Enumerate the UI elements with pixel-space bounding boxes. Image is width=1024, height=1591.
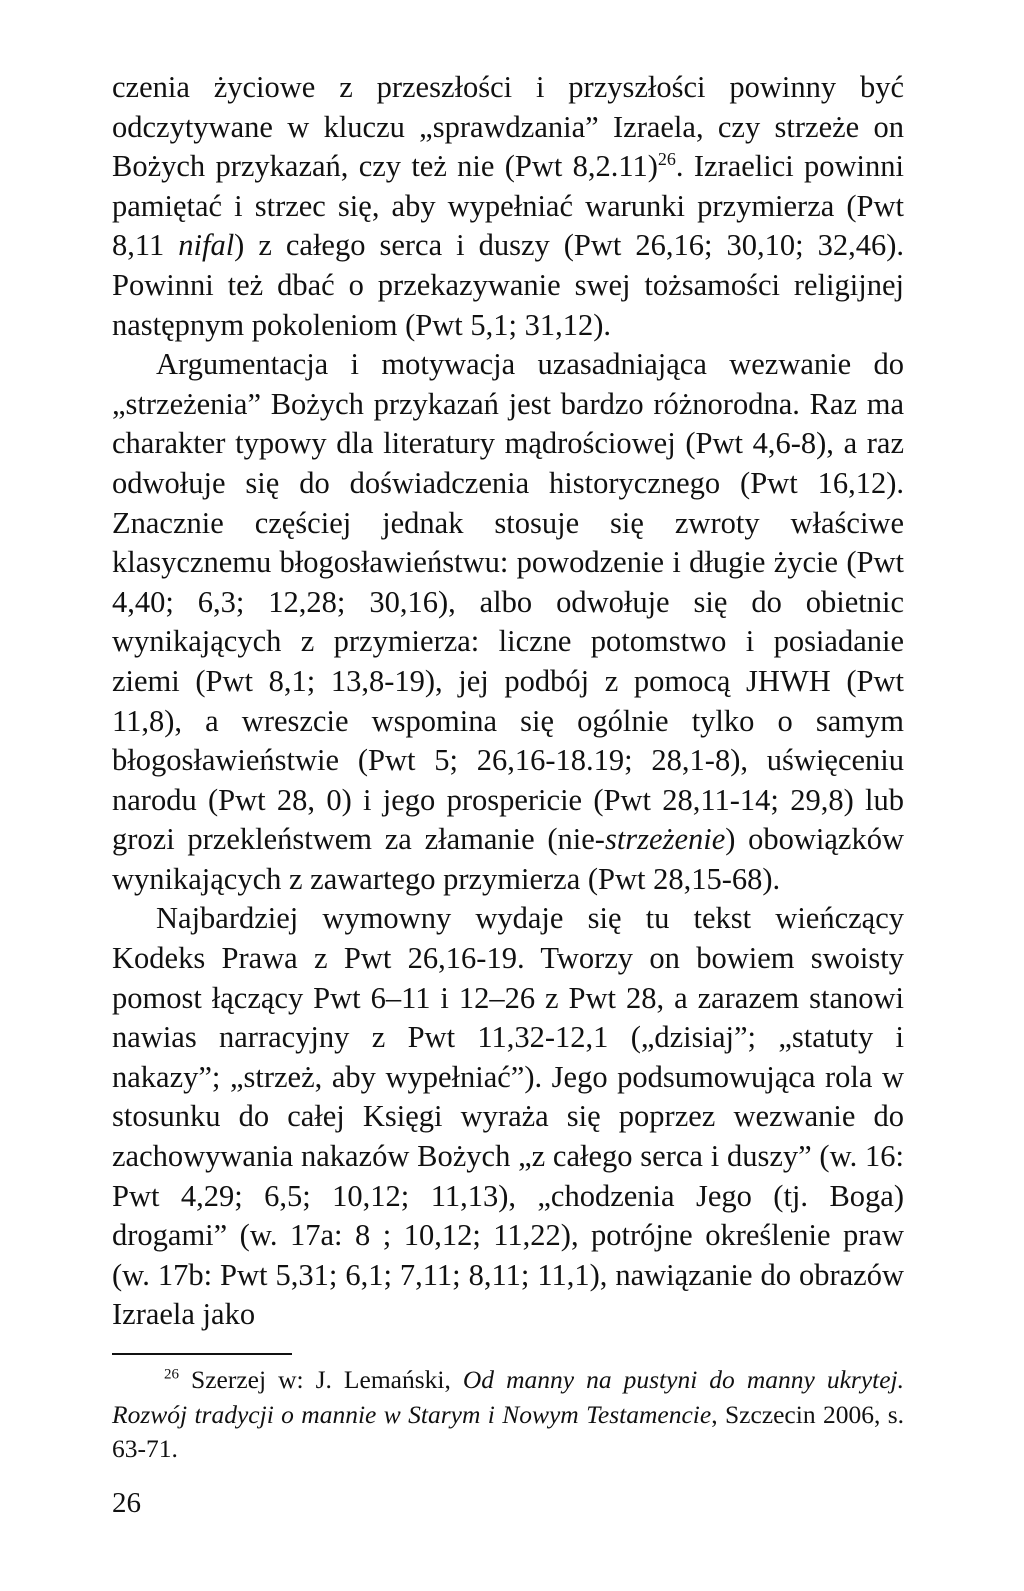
text-run: ) z całego serca i duszy (Pwt 26,16; 30,10; 32,46). Powinni też dbać o przekazywanie swej tożsamości religijnej następnym pokoleniom (Pwt 5,1; 31,12). — [112, 228, 904, 342]
paragraph-1 — [112, 68, 904, 345]
text-run: , Szczecin 2006, s. 63-71. — [112, 1399, 905, 1463]
italic-text: strzeżenie — [604, 822, 726, 857]
text-run: Argumentacja i motywacja uzasadniająca wezwanie do „strzeżenia” Bożych przykazań jest bardzo różnorodna. Raz ma charakter typowy dla literatury mądrościowej (Pwt 4,6-8), a raz odwołuje się do doświadczenia historycznego (Pwt 16,12). Znacznie częściej jednak stosuje się zwroty właściwe klasycznemu błogosławieństwu: powodzenie i długie życie (Pwt 4,40; 6,3; 12,28; 30,16), albo odwołuje się do obietnic wynikających z przymierza: liczne potomstwo i posiadanie ziemi (Pwt 8,1; 13,8-19), jej podbój z pomocą JHWH (Pwt 11,8), a wreszcie wspomina się ogólnie tylko o samym błogosławieństwie (Pwt 5; 26,16-18.19; 28,1-8), uświęceniu narodu (Pwt 28, 0) i jego prospericie (Pwt 28,11-14; 29,8) lub grozi przekleństwem za złamanie (nie- — [112, 347, 904, 857]
footnote-separator — [112, 1353, 292, 1355]
main-text — [112, 68, 904, 1335]
paragraph-3 — [112, 899, 904, 1335]
text-run: . Izraelici powinni pamiętać i strzec się, aby wypełniać warunki przymierza (Pwt 8,11 — [112, 149, 904, 263]
italic-text: nifal — [178, 228, 235, 263]
footnote-26 — [112, 1363, 904, 1467]
footnote-ref: 26 — [657, 149, 676, 170]
text-run: czenia życiowe z przeszłości i przyszłości powinny być odczytywane w kluczu „sprawdzania” Izraela, czy strzeże on Bożych przykazań, czy też nie (Pwt 8,2.11) — [112, 70, 904, 184]
text-run: Szerzej w: J. Lemański, — [179, 1365, 463, 1394]
text-run: ) obowiązków wynikających z zawartego przymierza (Pwt 28,15-68). — [112, 822, 904, 896]
text-run: Najbardziej wymowny wydaje się tu tekst wieńczący Kodeks Prawa z Pwt 26,16-19. Tworzy on bowiem swoisty pomost łączący Pwt 6–11 i 12–26 z Pwt 28, a zarazem stanowi nawias narracyjny z Pwt 11,32-12,1 („dzisiaj”; „statuty i nakazy”; „strzeż, aby wypełniać”). Jego podsumowująca rola w stosunku do całej Księgi wyraża się poprzez wezwanie do zachowywania nakazów Bożych „z całego serca i duszy” (w. 16: Pwt 4,29; 6,5; 10,12; 11,13), „chodzenia Jego (tj. Boga) drogami” (w. 17a: 8 ; 10,12; 11,22), potrójne określenie praw (w. 17b: Pwt 5,31; 6,1; 7,11; 8,11; 11,1), nawiązanie do obrazów Izraela jako — [112, 901, 904, 1332]
italic-text: Od manny na pustyni do manny ukrytej. Rozwój tradycji o mannie w Starym i Nowym Testamencie — [112, 1365, 905, 1429]
page-number: 26 — [112, 1487, 141, 1519]
paragraph-2 — [112, 345, 904, 899]
footnote-ref: 26 — [164, 1366, 179, 1383]
